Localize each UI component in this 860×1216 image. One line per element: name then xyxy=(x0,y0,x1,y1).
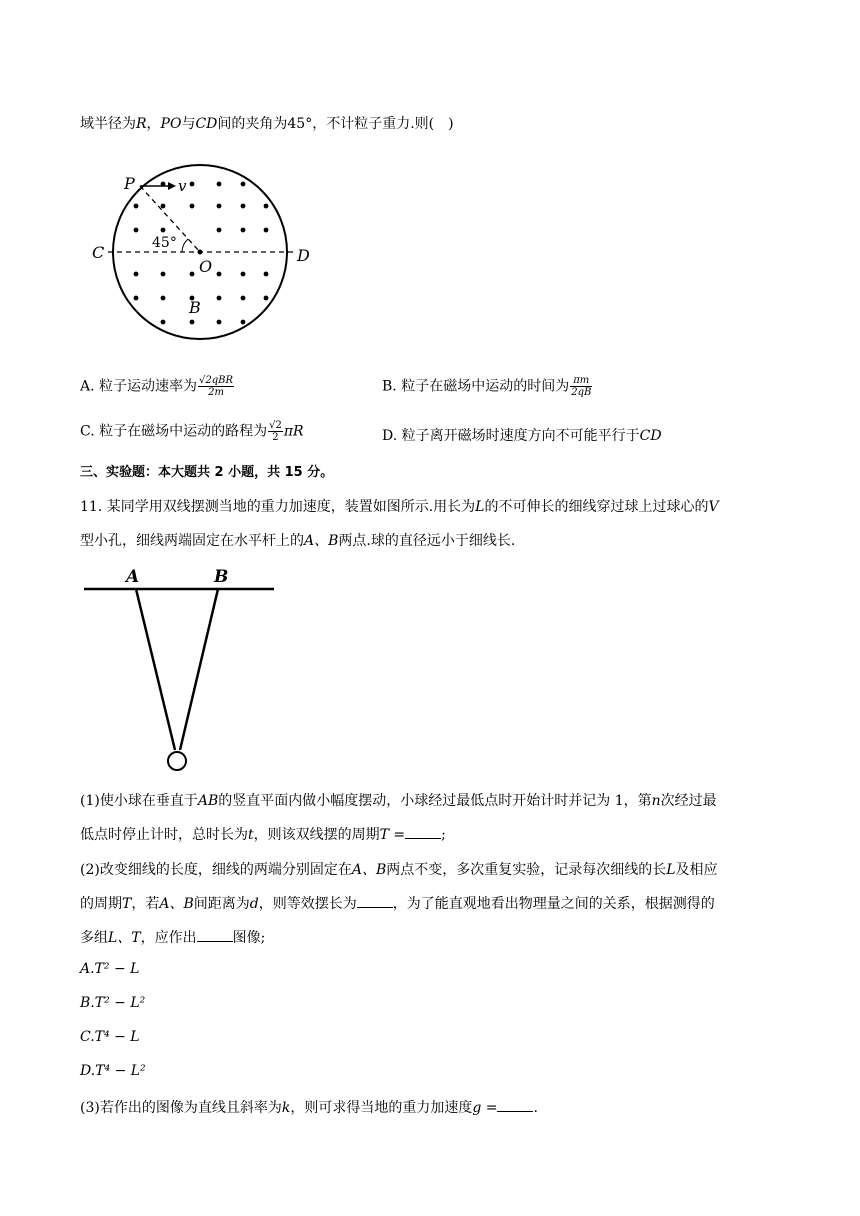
field-dot xyxy=(134,272,139,277)
text: C. 粒子在磁场中运动的路程为 xyxy=(80,423,268,440)
text: 间的夹角为45°，不计粒子重力.则( ) xyxy=(217,116,454,132)
q11-stem-line1 xyxy=(80,496,719,516)
var-AB: A、B xyxy=(304,533,339,549)
var-AB: A、B xyxy=(351,862,387,878)
field-dot xyxy=(264,204,269,209)
q11-part2-line2 xyxy=(80,893,715,913)
field-dot xyxy=(241,272,246,277)
field-dot xyxy=(134,296,139,301)
field-dot xyxy=(134,228,139,233)
choice-C[interactable]: C.T⁴ − L xyxy=(80,1029,140,1045)
text: 两点不变，多次重复实验，记录每次细线的长 xyxy=(386,862,667,878)
text: D. 粒子离开磁场时速度方向不可能平行于 xyxy=(382,428,640,444)
field-dot xyxy=(217,228,222,233)
var-T: T = xyxy=(379,827,406,843)
field-dot xyxy=(217,296,222,301)
var-L: L xyxy=(475,499,485,515)
var-PO: PO xyxy=(160,116,182,132)
fraction xyxy=(570,375,592,398)
field-dot xyxy=(241,320,246,325)
option-B xyxy=(382,375,593,398)
text: ，则等效摆长为 xyxy=(258,896,357,912)
field-dot xyxy=(217,272,222,277)
text: 的不可伸长的细线穿过球上过球心的 xyxy=(484,499,709,515)
q10-stem-tail xyxy=(80,113,454,133)
field-dot xyxy=(241,228,246,233)
var-R: R xyxy=(136,116,147,132)
text: 域半径为 xyxy=(80,116,136,132)
choice-A[interactable]: A.T² − L xyxy=(80,961,140,977)
text: 两点.球的直径远小于细线长. xyxy=(338,533,516,549)
answer-blank[interactable] xyxy=(357,895,393,908)
field-dot xyxy=(264,272,269,277)
var-d: d xyxy=(249,896,259,912)
field-dot xyxy=(161,320,166,325)
var-AB: AB xyxy=(197,793,219,809)
var-n: n xyxy=(651,793,661,809)
var-AB: A、B xyxy=(159,896,194,912)
var-k: k xyxy=(281,1100,291,1116)
text: 11. 某同学用双线摆测当地的重力加速度，装置如图所示.用长为 xyxy=(80,499,476,515)
numerator: √2 xyxy=(269,420,282,431)
numerator: πm xyxy=(570,375,592,387)
field-dot xyxy=(217,320,222,325)
string-left xyxy=(136,589,175,750)
label-v: v xyxy=(178,177,187,195)
var-LT: L、T xyxy=(108,930,141,946)
angle-arc xyxy=(182,239,188,252)
field-dot xyxy=(241,182,246,187)
text: A. 粒子运动速率为 xyxy=(80,378,198,395)
text: (2)改变细线的长度，细线的两端分别固定在 xyxy=(80,862,352,878)
label-C: C xyxy=(92,243,105,262)
label-D: D xyxy=(297,246,310,265)
denominator: 2qB xyxy=(571,387,592,398)
field-dot xyxy=(161,204,166,209)
text: . xyxy=(533,1100,538,1116)
denominator: 2 xyxy=(272,432,279,443)
field-dot xyxy=(241,204,246,209)
label-A: A xyxy=(126,567,140,587)
text: 多组 xyxy=(80,930,108,946)
q11-part1-line1 xyxy=(80,790,717,810)
text: ，为了能直观地看出物理量之间的关系，根据测得的 xyxy=(392,896,715,912)
field-dot xyxy=(161,228,166,233)
center-point xyxy=(198,250,203,255)
field-dot xyxy=(190,320,195,325)
denominator: 2m xyxy=(208,387,224,398)
var-g: g = xyxy=(472,1100,498,1116)
text: πR xyxy=(283,423,304,440)
var-L: L xyxy=(666,862,676,878)
q11-part2-line3 xyxy=(80,927,265,947)
field-dot xyxy=(241,296,246,301)
fraction xyxy=(198,375,234,398)
text: 及相应 xyxy=(675,862,718,878)
text: ，若 xyxy=(131,896,160,912)
text: ; xyxy=(441,827,446,843)
field-dot xyxy=(190,272,195,277)
bifilar-pendulum-figure xyxy=(82,564,278,774)
section-heading: 三、实验题：本大题共 2 小题，共 15 分。 xyxy=(80,465,334,480)
field-dot xyxy=(190,204,195,209)
text: 图像; xyxy=(232,930,266,946)
field-dot xyxy=(161,182,166,187)
option-C xyxy=(80,420,304,443)
q11-part1-line2 xyxy=(80,824,446,844)
text: 低点时停止计时，总时长为 xyxy=(80,827,248,843)
var-CD: CD xyxy=(639,428,662,444)
var-t: t xyxy=(248,827,254,843)
text: 次经过最 xyxy=(660,793,717,809)
q11-part2-line1 xyxy=(80,859,718,879)
text: 的竖直平面内做小幅度摆动，小球经过最低点时开始计时并记为 1，第 xyxy=(218,793,652,809)
option-A xyxy=(80,375,235,398)
text: B. 粒子在磁场中运动的时间为 xyxy=(382,378,570,395)
fraction xyxy=(268,420,283,443)
option-D xyxy=(382,425,662,445)
field-dot xyxy=(217,204,222,209)
field-dot xyxy=(264,228,269,233)
text: 间距离为 xyxy=(193,896,250,912)
field-dot xyxy=(161,272,166,277)
text: 型小孔，细线两端固定在水平杆上的 xyxy=(80,533,304,549)
text: ，则该双线摆的周期 xyxy=(253,827,380,843)
answer-blank[interactable] xyxy=(405,826,441,839)
text: ，则可求得当地的重力加速度 xyxy=(290,1100,473,1116)
text: 的周期 xyxy=(80,896,122,912)
text: ，应作出 xyxy=(140,930,197,946)
pendulum-ball xyxy=(168,752,186,770)
field-dot xyxy=(264,296,269,301)
var-V: V xyxy=(708,499,719,515)
string-right xyxy=(180,589,218,750)
field-dot xyxy=(161,296,166,301)
answer-blank[interactable] xyxy=(197,929,233,942)
field-dot xyxy=(134,204,139,209)
label-O: O xyxy=(199,257,213,276)
var-CD: CD xyxy=(195,116,218,132)
label-angle: 45° xyxy=(152,235,177,251)
answer-blank[interactable] xyxy=(497,1099,533,1112)
q11-part3 xyxy=(80,1097,538,1117)
choice-B[interactable]: B.T² − L² xyxy=(80,995,146,1011)
q11-stem-line2 xyxy=(80,530,515,550)
text: (1)使小球在垂直于 xyxy=(80,793,198,809)
field-dot xyxy=(190,182,195,187)
velocity-arrowhead xyxy=(168,182,176,190)
label-B: B xyxy=(189,298,201,317)
text: 与 xyxy=(181,116,196,132)
field-dot xyxy=(217,182,222,187)
numerator: √2qBR xyxy=(199,375,234,386)
label-B: B xyxy=(214,567,229,587)
label-P: P xyxy=(124,174,135,193)
text: ， xyxy=(146,116,161,132)
choice-D[interactable]: D.T⁴ − L² xyxy=(80,1063,146,1079)
text: (3)若作出的图像为直线且斜率为 xyxy=(80,1100,282,1116)
var-T: T xyxy=(122,896,132,912)
magnetic-field-figure xyxy=(88,164,328,350)
